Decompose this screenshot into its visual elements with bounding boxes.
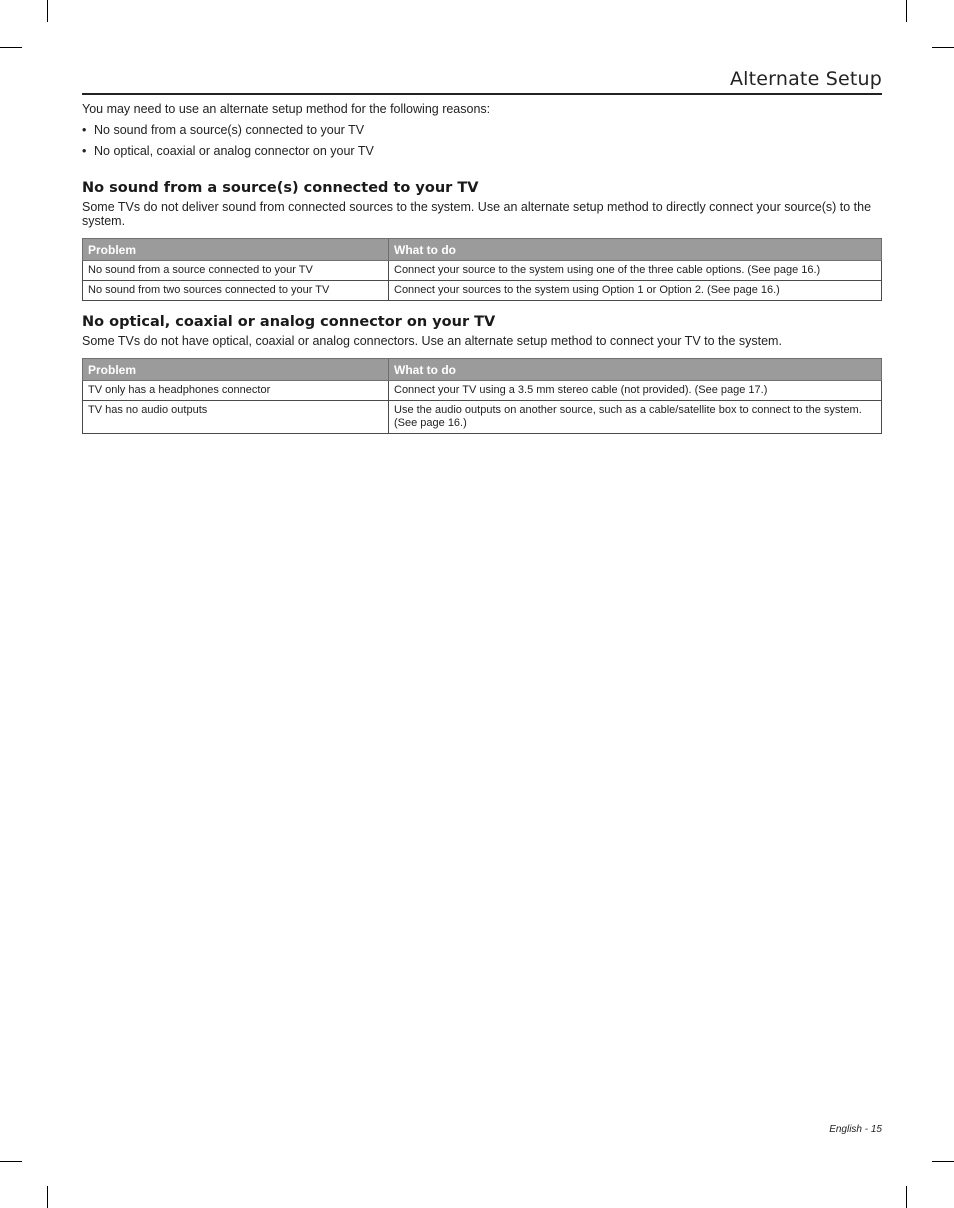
section-body: Some TVs do not have optical, coaxial or analog connectors. Use an alternate setup method to connect your TV to the system.	[82, 334, 782, 348]
section-heading: No optical, coaxial or analog connector on your TV	[82, 314, 496, 330]
intro-text: You may need to use an alternate setup method for the following reasons:	[82, 102, 491, 116]
column-header-problem: Problem	[83, 239, 389, 261]
page-title: Alternate Setup	[729, 68, 882, 90]
crop-mark	[0, 47, 22, 48]
crop-mark	[47, 1186, 48, 1208]
crop-mark	[906, 0, 907, 22]
title-rule	[82, 93, 882, 95]
table-cell: Connect your sources to the system using Option 1 or Option 2. (See page 16.)	[389, 281, 882, 301]
crop-mark	[0, 1161, 22, 1162]
table-header-row	[83, 359, 882, 381]
table-cell: No sound from a source connected to your TV	[83, 261, 389, 281]
column-header-what-to-do: What to do	[389, 359, 882, 381]
column-header-what-to-do: What to do	[389, 239, 882, 261]
list-item	[82, 143, 882, 159]
troubleshooting-table	[82, 358, 882, 434]
table-cell: Use the audio outputs on another source, such as a cable/satellite box to connect to the system. (See page 16.)	[389, 401, 882, 434]
table-row	[83, 381, 882, 401]
table-row	[83, 281, 882, 301]
list-item-text: No sound from a source(s) connected to your TV	[94, 123, 365, 137]
page-number: English - 15	[829, 1124, 882, 1135]
page-content	[82, 101, 882, 434]
section-no-sound	[82, 180, 882, 301]
table-cell: Connect your source to the system using one of the three cable options. (See page 16.)	[389, 261, 882, 281]
reasons-list	[82, 122, 882, 159]
table-cell: TV only has a headphones connector	[83, 381, 389, 401]
table-cell: No sound from two sources connected to your TV	[83, 281, 389, 301]
table-row	[83, 401, 882, 434]
table-header-row	[83, 239, 882, 261]
crop-mark	[47, 0, 48, 22]
crop-mark	[906, 1186, 907, 1208]
crop-mark	[932, 1161, 954, 1162]
list-item	[82, 122, 882, 138]
column-header-problem: Problem	[83, 359, 389, 381]
table-cell: Connect your TV using a 3.5 mm stereo cable (not provided). (See page 17.)	[389, 381, 882, 401]
section-no-connector	[82, 314, 882, 434]
table-cell: TV has no audio outputs	[83, 401, 389, 434]
section-heading: No sound from a source(s) connected to your TV	[82, 180, 479, 196]
bullet-icon: •	[82, 123, 87, 137]
table-row	[83, 261, 882, 281]
crop-mark	[932, 47, 954, 48]
list-item-text: No optical, coaxial or analog connector on your TV	[94, 144, 374, 158]
section-body: Some TVs do not deliver sound from connected sources to the system. Use an alternate setup method to directly connect your source(s) to the system.	[82, 200, 872, 228]
bullet-icon: •	[82, 144, 87, 158]
troubleshooting-table	[82, 238, 882, 301]
